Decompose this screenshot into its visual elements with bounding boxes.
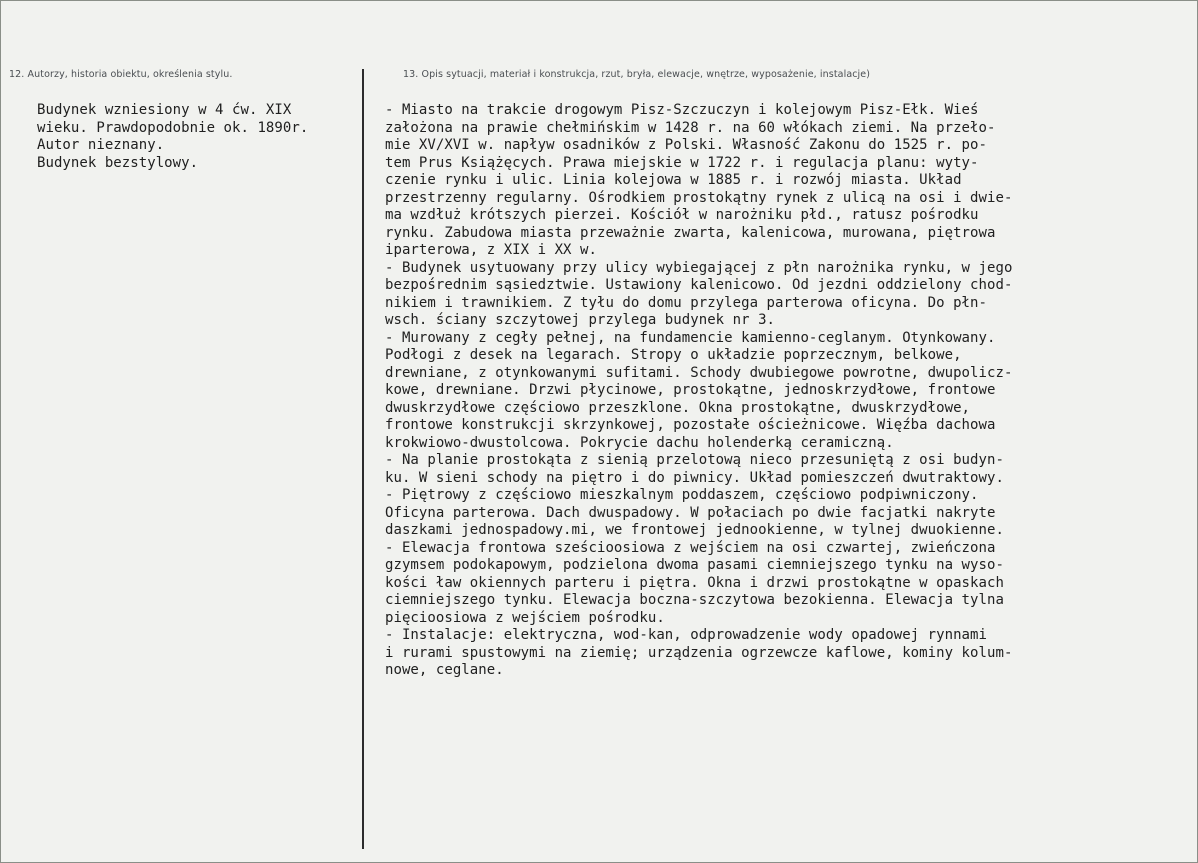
text-line: mie XV/XVI w. napływ osadników z Polski. Własność Zakonu do 1525 r. po- [385,137,987,153]
text-line: krokwiowo-dwustolcowa. Pokrycie dachu holenderką ceramiczną. [385,434,894,451]
text-line: - Instalacje: elektryczna, wod-kan, odprowadzenie wody opadowej rynnami [385,627,987,643]
text-line: - Piętrowy z częściowo mieszkalnym poddaszem, częściowo podpiwniczony. [385,487,979,503]
text-line: Podłogi z desek na legarach. Stropy o układzie poprzecznym, belkowe, [385,347,962,363]
text-line: - Na planie prostokąta z sienią przelotową nieco przesuniętą z osi budyn- [385,452,1004,468]
text-line: i rurami spustowymi na ziemię; urządzenia ogrzewcze kaflowe, kominy kolum- [385,644,1013,661]
text-line: Oficyna parterowa. Dach dwuspadowy. W połaciach po dwie facjatki nakryte [385,504,996,521]
text-line: przestrzenny regularny. Ośrodkiem prostokątny rynek z ulicą na osi i dwie- [385,189,1013,206]
text-line: tem Prus Książęcych. Prawa miejskie w 1722 r. i regulacja planu: wyty- [385,154,979,171]
text-line: wieku. Prawdopodobnie ok. 1890r. [37,119,309,136]
text-line: pięcioosiowa z wejściem pośrodku. [385,609,665,626]
text-line: - Miasto na trakcie drogowym Pisz-Szczuczyn i kolejowym Pisz-Ełk. Wieś [385,102,979,118]
description-column [385,102,1170,680]
text-line: nowe, ceglane. [385,662,504,678]
text-line: ku. W sieni schody na piętro i do piwnicy. Układ pomieszczeń dwutraktowy. [385,469,1004,486]
text-line: nikiem i trawnikiem. Z tyłu do domu przylega parterowa oficyna. Do płn- [385,294,987,311]
column-divider [362,69,364,849]
text-line: ma wzdłuż krótszych pierzei. Kościół w narożniku płd., ratusz pośrodku [385,207,979,223]
text-line: - Murowany z cegły pełnej, na fundamencie kamienno-ceglanym. Otynkowany. [385,329,996,346]
text-line: iparterowa, z XIX i XX w. [385,242,597,258]
text-line: Autor nieznany. [37,137,165,153]
text-line: czenie rynku i ulic. Linia kolejowa w 1885 r. i rozwój miasta. Układ [385,172,962,188]
authors-history-column [37,102,359,172]
text-line: frontowe konstrukcji skrzynkowej, pozostałe ościeżnicowe. Więźba dachowa [385,417,996,433]
section-12-header: 12. Autorzy, historia obiektu, określenia stylu. [9,69,233,80]
section-13-header: 13. Opis sytuacji, materiał i konstrukcja, rzut, bryła, elewacje, wnętrze, wyposażenie, instalacje) [403,69,871,80]
text-line: rynku. Zabudowa miasta przeważnie zwarta, kalenicowa, murowana, piętrowa [385,224,996,241]
text-line: - Budynek usytuowany przy ulicy wybiegającej z płn narożnika rynku, w jego [385,259,1013,276]
text-line: gzymsem podokapowym, podzielona dwoma pasami ciemniejszego tynku na wyso- [385,557,1004,573]
text-line: dwuskrzydłowe częściowo przeszklone. Okna prostokątne, dwuskrzydłowe, [385,399,971,416]
text-line: drewniane, z otynkowanymi sufitami. Schody dwubiegowe powrotne, dwupolicz- [385,364,1013,381]
text-line: Budynek bezstylowy. [37,154,199,171]
text-line: wsch. ściany szczytowej przylega budynek nr 3. [385,312,776,328]
text-line: daszkami jednospadowy.mi, we frontowej jednookienne, w tylnej dwuokienne. [385,522,1004,538]
text-line: - Elewacja frontowa sześcioosiowa z wejściem na osi czwartej, zwieńczona [385,539,996,556]
text-line: ciemniejszego tynku. Elewacja boczna-szczytowa bezokienna. Elewacja tylna [385,592,1004,608]
text-line: bezpośrednim sąsiedztwie. Ustawiony kalenicowo. Od jezdni oddzielony chod- [385,277,1013,293]
text-line: założona na prawie chełmińskim w 1428 r. na 60 włókach ziemi. Na przeło- [385,119,996,136]
text-line: kowe, drewniane. Drzwi płycinowe, prostokątne, jednoskrzydłowe, frontowe [385,382,996,398]
text-line: Budynek wzniesiony w 4 ćw. XIX [37,102,292,118]
text-line: kości ław okiennych parteru i piętra. Okna i drzwi prostokątne w opaskach [385,574,1004,591]
